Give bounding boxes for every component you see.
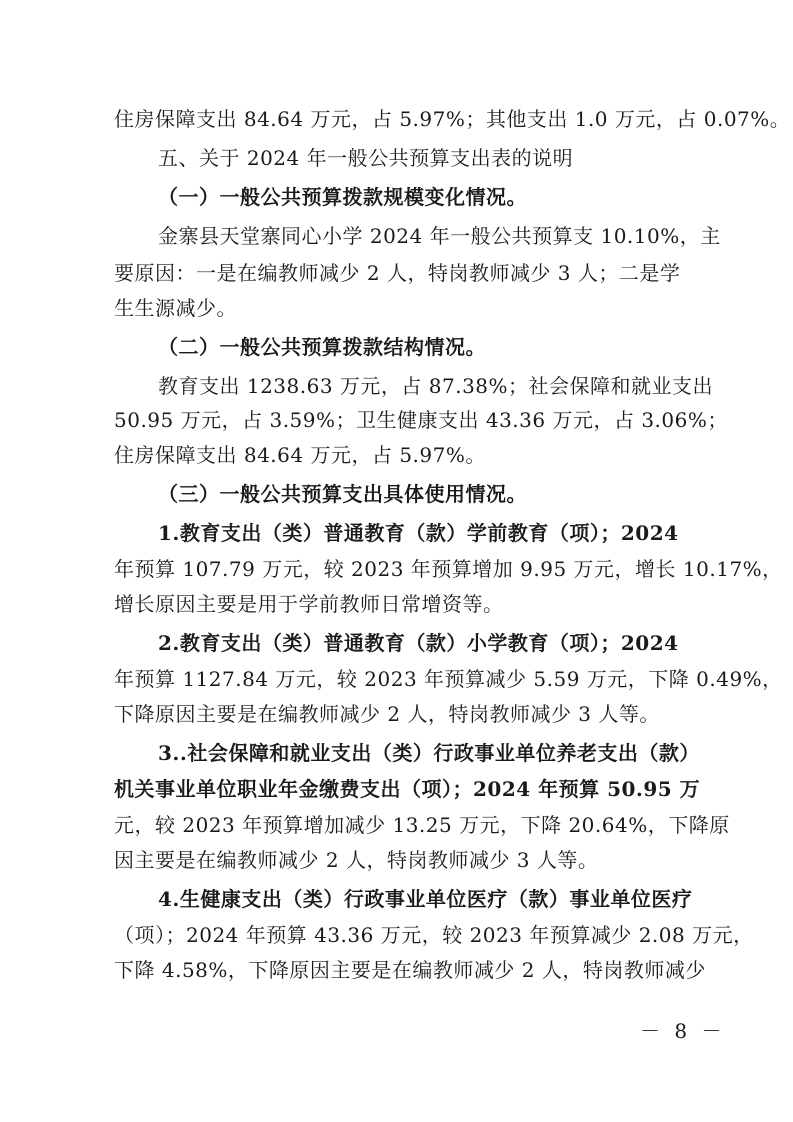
item-heading: 1.教育支出（类）普通教育（款）学前教育（项）；2024 [158, 521, 679, 545]
item-heading: 2.教育支出（类）普通教育（款）小学教育（项）；2024 [158, 631, 679, 655]
text-line: 要原因：一是在编教师减少 2 人，特岗教师减少 3 人；二是学 [114, 261, 681, 285]
subsection-heading: （一）一般公共预算拨款规模变化情况。 [158, 185, 527, 209]
text-line: 元，较 2023 年预算增加减少 13.25 万元，下降 20.64%，下降原 [114, 813, 730, 837]
text-line: （项）；2024 年预算 43.36 万元，较 2023 年预算减少 2.08 万元， [114, 923, 754, 947]
page-number: － 8 － [640, 1019, 726, 1043]
text-line: 年预算 107.79 万元，较 2023 年预算增加 9.95 万元，增长 10.17%， [114, 557, 783, 581]
subsection-heading: （二）一般公共预算拨款结构情况。 [158, 335, 486, 359]
item-heading: 4.生健康支出（类）行政事业单位医疗（款）事业单位医疗 [158, 887, 693, 911]
item-heading: 机关事业单位职业年金缴费支出（项）；2024 年预算 50.95 万 [114, 777, 701, 801]
text-line: 教育支出 1238.63 万元，占 87.38%；社会保障和就业支出 [158, 374, 714, 398]
text-line: 下降原因主要是在编教师减少 2 人，特岗教师减少 3 人等。 [114, 702, 660, 726]
item-heading: 3..社会保障和就业支出（类）行政事业单位养老支出（款） [158, 741, 700, 765]
section-heading: 五、关于 2024 年一般公共预算支出表的说明 [158, 146, 574, 170]
text-line: 住房保障支出 84.64 万元，占 5.97%；其他支出 1.0 万元，占 0.07%。 [114, 107, 791, 131]
text-line: 生生源减少。 [114, 296, 237, 320]
text-line: 因主要是在编教师减少 2 人，特岗教师减少 3 人等。 [114, 848, 599, 872]
text-line: 增长原因主要是用于学前教师日常增资等。 [114, 592, 504, 616]
text-line: 下降 4.58%，下降原因主要是在编教师减少 2 人，特岗教师减少 [114, 958, 706, 982]
text-line: 住房保障支出 84.64 万元，占 5.97%。 [114, 443, 486, 467]
subsection-heading: （三）一般公共预算支出具体使用情况。 [158, 482, 527, 506]
text-line: 年预算 1127.84 万元，较 2023 年预算减少 5.59 万元，下降 0.49%， [114, 667, 783, 691]
text-line: 金寨县天堂寨同心小学 2024 年一般公共预算支 10.10%，主 [158, 224, 721, 248]
text-line: 50.95 万元，占 3.59%；卫生健康支出 43.36 万元，占 3.06%； [114, 408, 728, 432]
